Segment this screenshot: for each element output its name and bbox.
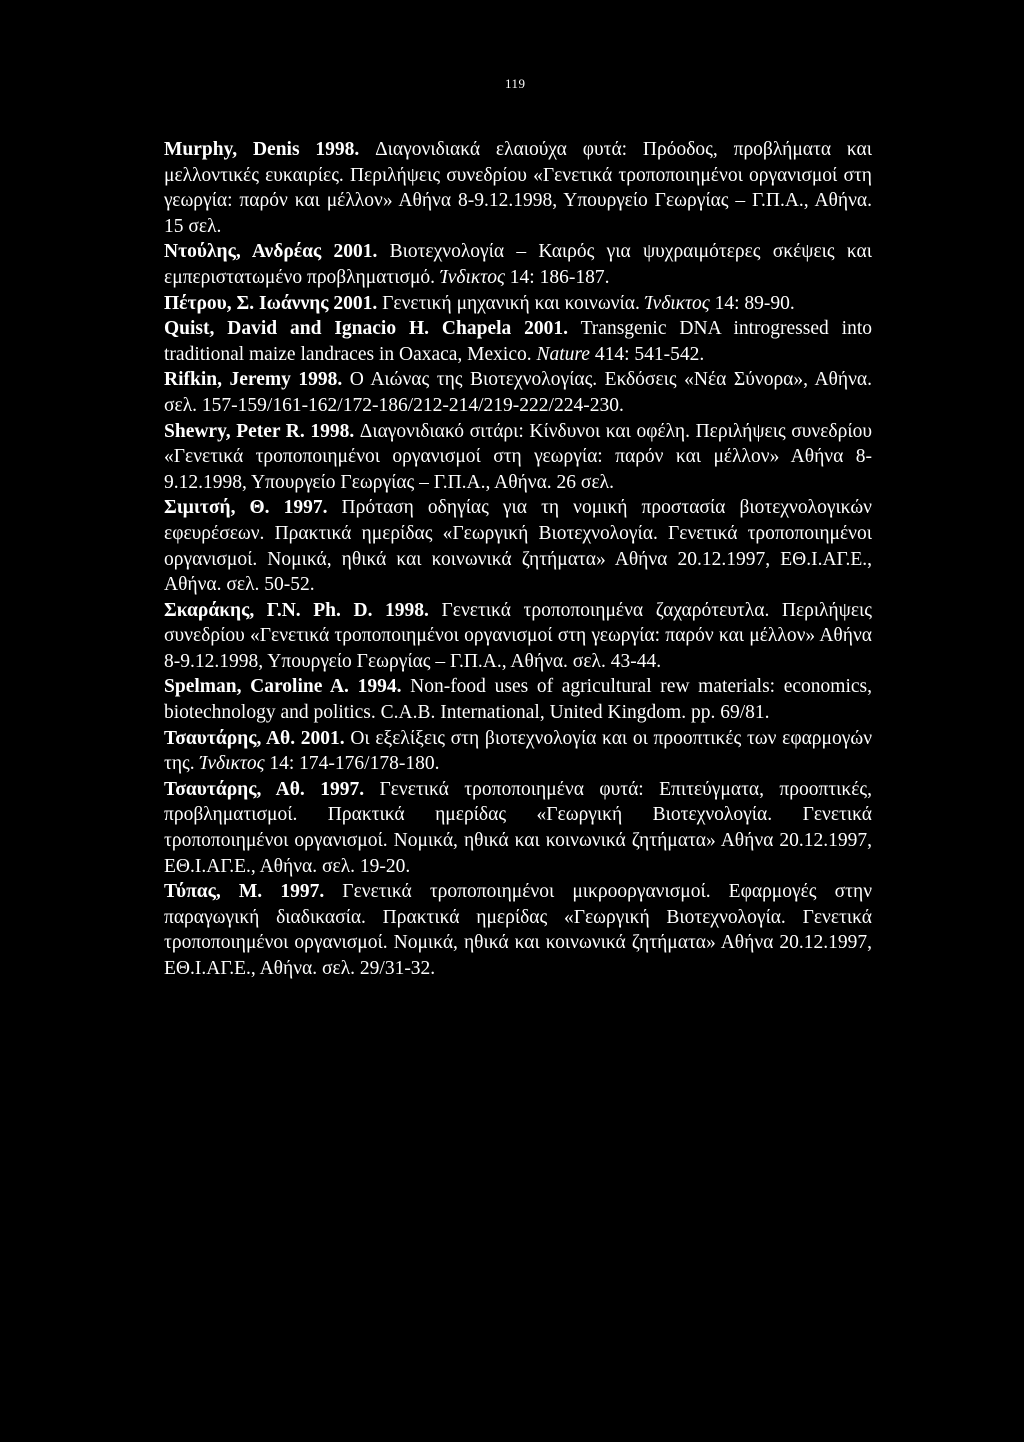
journal-title: Ίνδικτος — [199, 753, 265, 775]
reference-author: Σιμιτσή, Θ. — [164, 497, 270, 519]
reference-text: Γενετικά τροποποιημένα ζαχαρότευτλα. Περιλήψεις συνεδρίου «Γενετικά τροποποιημένοι οργανισμοί στη γεωργία: παρόν και μέλλον» Αθήνα 8-9.12.1998, Υπουργείο Γεωργίας – Γ.Π.Α., Αθήνα. σελ. 43-44. — [164, 599, 872, 672]
reference-author: Spelman, Caroline A. — [164, 676, 349, 698]
reference-entry — [164, 291, 872, 317]
reference-author: Τσαυτάρης, Αθ. — [164, 727, 296, 749]
reference-entry — [164, 316, 872, 367]
reference-text: 414: 541-542. — [589, 343, 705, 365]
reference-text: Non-food uses of agricultural rew materials: economics, biotechnology and politics. C.A.B. International, United Kingdom. pp. 69/81. — [164, 676, 873, 724]
reference-year: 2001. — [333, 292, 378, 314]
reference-entry — [164, 879, 872, 981]
reference-entry — [164, 726, 872, 777]
reference-year: 1997. — [320, 778, 365, 800]
reference-entry — [164, 495, 872, 597]
reference-text: Γενετικά τροποποιημένοι μικροοργανισμοί. Εφαρμογές στην παραγωγική διαδικασία. Πρακτικά ημερίδας «Γεωργική Βιοτεχνολογία. Γενετικά τροποποιημένοι οργανισμοί. Νομικά, ηθικά και κοινωνικά ζητήματα» Αθήνα 20.12.1997, ΕΘ.Ι.ΑΓ.Ε., Αθήνα. σελ. 29/31-32. — [164, 881, 873, 979]
reference-author: Ντούλης, Ανδρέας — [164, 241, 322, 263]
reference-author: Τύπας, Μ. — [164, 881, 263, 903]
journal-title: Ίνδικτος — [644, 292, 710, 314]
reference-entry — [164, 239, 872, 290]
reference-text: Transgenic DNA introgressed into traditional maize landraces in Oaxaca, Mexico. — [164, 318, 872, 365]
reference-text: 14: 89-90. — [709, 292, 795, 314]
reference-text: Διαγονιδιακά ελαιούχα φυτά: Πρόοδος, προβλήματα και μελλοντικές ευκαιρίες. Περιλήψεις συνεδρίου «Γενετικά τροποποιημένοι οργανισμοί στη γεωργία: παρόν και μέλλον» Αθήνα 8-9.12.1998, Υπουργείο Γεωργίας – Γ.Π.Α., Αθήνα. 15 σελ. — [164, 139, 873, 237]
reference-year: 1994. — [357, 676, 402, 698]
reference-author: Σκαράκης, Γ.Ν. Ph. D. — [164, 599, 373, 621]
reference-entry — [164, 419, 872, 496]
reference-year: 1998. — [385, 599, 429, 621]
reference-author: Quist, David and Ignacio H. Chapela — [164, 318, 512, 340]
reference-author: Rifkin, Jeremy — [164, 369, 291, 391]
reference-year: 1998. — [298, 369, 343, 391]
reference-entry — [164, 367, 872, 418]
reference-entry — [164, 674, 872, 725]
reference-year: 2001. — [300, 727, 345, 749]
reference-author: Πέτρου, Σ. Ιωάννης — [164, 292, 329, 314]
reference-author: Murphy, Denis — [164, 139, 300, 160]
reference-year: 1998. — [310, 420, 355, 442]
page-number: 119 — [505, 76, 526, 91]
reference-entry — [164, 598, 872, 675]
reference-year: 1997. — [283, 497, 328, 519]
reference-entry — [164, 777, 872, 879]
reference-author: Τσαυτάρης, Αθ. — [164, 778, 305, 800]
reference-text: Γενετικά τροποποιημένα φυτά: Επιτεύγματα, προοπτικές, προβληματισμοί. Πρακτικά ημερίδας «Γεωργική Βιοτεχνολογία. Γενετικά τροποποιημένοι οργανισμοί. Νομικά, ηθικά και κοινωνικά ζητήματα» Αθήνα 20.12.1997, ΕΘ.Ι.ΑΓ.Ε., Αθήνα. σελ. 19-20. — [164, 778, 873, 877]
reference-list — [164, 137, 872, 982]
reference-text: 14: 186-187. — [504, 266, 610, 288]
reference-year: 2001. — [524, 318, 569, 340]
reference-year: 1997. — [280, 881, 325, 903]
reference-author: Shewry, Peter R. — [164, 420, 305, 442]
reference-text: Οι εξελίξεις στη βιοτεχνολογία και οι προοπτικές των εφαρμογών της. — [164, 727, 873, 775]
reference-year: 1998. — [315, 139, 360, 160]
reference-entry — [164, 137, 872, 239]
reference-text: Βιοτεχνολογία – Καιρός για ψυχραιμότερες σκέψεις και εμπεριστατωμένο προβληματισμό. — [164, 241, 873, 288]
reference-text: Πρόταση οδηγίας για τη νομική προστασία βιοτεχνολογικών εφευρέσεων. Πρακτικά ημερίδας «Γεωργική Βιοτεχνολογία. Γενετικά τροποποιημένοι οργανισμοί. Νομικά, ηθικά και κοινωνικά ζητήματα» Αθήνα 20.12.1997, ΕΘ.Ι.ΑΓ.Ε., Αθήνα. σελ. 50-52. — [164, 497, 872, 596]
reference-text: Ο Αιώνας της Βιοτεχνολογίας. Εκδόσεις «Νέα Σύνορα», Αθήνα. σελ. 157-159/161-162/172-186/212-214/219-222/224-230. — [164, 369, 873, 416]
reference-text: Διαγονιδιακό σιτάρι: Κίνδυνοι και οφέλη. Περιλήψεις συνεδρίου «Γενετικά τροποποιημένοι οργανισμοί στη γεωργία: παρόν και μέλλον» Αθήνα 8-9.12.1998, Υπουργείο Γεωργίας – Γ.Π.Α., Αθήνα. 26 σελ. — [164, 420, 872, 493]
journal-title: Nature — [536, 343, 590, 365]
journal-title: Ίνδικτος — [439, 266, 505, 288]
reference-text: 14: 174-176/178-180. — [264, 753, 440, 775]
reference-year: 2001. — [333, 241, 378, 263]
reference-text: Γενετική μηχανική και κοινωνία. — [377, 292, 645, 314]
